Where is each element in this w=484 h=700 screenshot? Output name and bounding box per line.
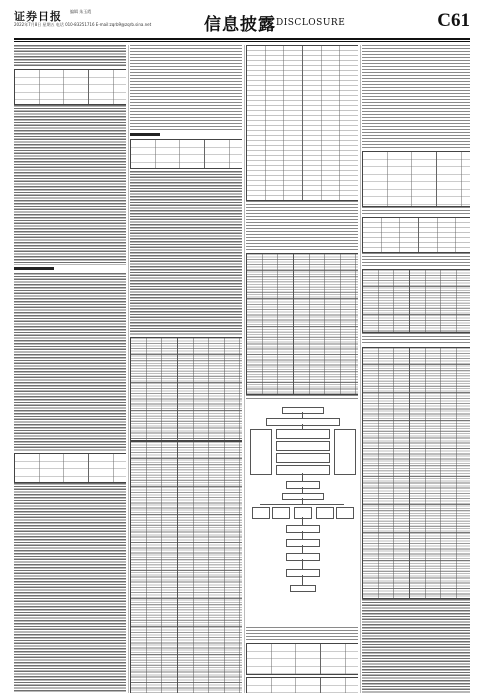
header-rule-thin (14, 41, 470, 42)
flow-node (290, 585, 316, 592)
flow-node (252, 507, 270, 519)
flow-node (250, 429, 272, 475)
data-table (14, 69, 126, 105)
data-table (362, 217, 470, 253)
flow-node (286, 525, 320, 533)
data-table (130, 441, 242, 693)
column-4 (362, 45, 470, 693)
text-block (246, 627, 358, 641)
text-block (362, 599, 470, 693)
header-rule (14, 38, 470, 40)
flow-connector (302, 473, 303, 481)
column-divider (360, 45, 361, 693)
data-table (246, 677, 358, 693)
column-3 (246, 45, 358, 693)
flow-node (294, 507, 312, 519)
page-header (14, 8, 470, 40)
text-block (246, 201, 358, 251)
flow-node (276, 453, 330, 463)
text-block (362, 333, 470, 345)
text-block (14, 105, 126, 265)
column-divider (128, 45, 129, 693)
data-table (246, 643, 358, 675)
data-table (362, 151, 470, 207)
process-flowchart (246, 403, 358, 625)
data-table (246, 253, 358, 395)
flow-node (276, 465, 330, 475)
data-table (130, 139, 242, 169)
flow-node (316, 507, 334, 519)
column-divider (244, 45, 245, 693)
masthead-logo: 证券日报 (14, 10, 62, 23)
text-block (130, 171, 242, 335)
flow-node (276, 441, 330, 451)
data-table (362, 347, 470, 599)
section-heading (14, 267, 54, 270)
flow-node (282, 493, 324, 500)
flow-node (336, 507, 354, 519)
data-table (130, 337, 242, 441)
flow-node (286, 569, 320, 577)
text-block (246, 395, 358, 401)
flow-node (286, 539, 320, 547)
column-1 (14, 45, 126, 693)
flow-node (266, 418, 340, 426)
text-block (130, 45, 242, 131)
data-table (246, 45, 358, 201)
flow-connector (302, 559, 303, 569)
page-number: C61 (437, 10, 470, 31)
flow-node (272, 507, 290, 519)
text-block (14, 483, 126, 693)
data-table (14, 453, 126, 483)
text-block (362, 45, 470, 149)
editor-line: 编辑 朱玉霞 (70, 9, 92, 14)
flow-connector (302, 517, 303, 525)
flow-node (282, 407, 324, 414)
dateline: 2022年7月8日 星期五 电话 010-83251716 E-mail:zqrb9@zqrb.sina.net (14, 22, 152, 27)
data-table (362, 269, 470, 333)
section-title: 信息披露 (204, 15, 276, 35)
flow-connector (302, 575, 303, 585)
flow-node (334, 429, 356, 475)
flow-connector (302, 531, 303, 539)
flow-node (276, 429, 330, 439)
flow-connector (260, 504, 344, 505)
text-block (14, 273, 126, 451)
section-heading (130, 133, 160, 136)
column-2 (130, 45, 242, 693)
flow-node (286, 481, 320, 489)
flow-node (286, 553, 320, 561)
flow-connector (302, 545, 303, 553)
section-title-en: DISCLOSURE (276, 18, 346, 28)
text-block (362, 207, 470, 215)
text-block (362, 253, 470, 267)
text-block (14, 45, 126, 67)
